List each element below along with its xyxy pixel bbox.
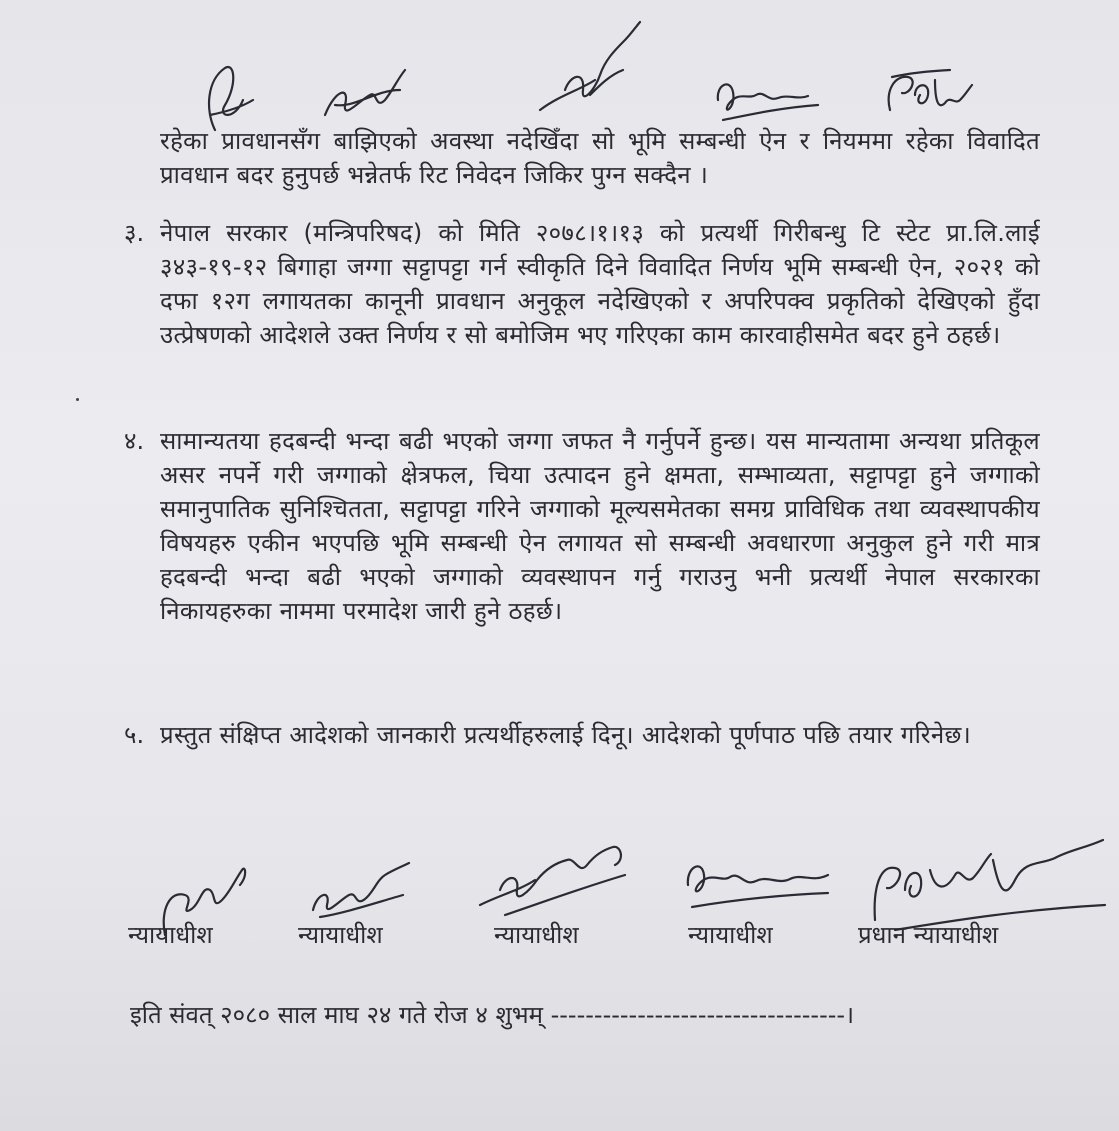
- signature-5: [880, 65, 980, 129]
- point-4-number: ४.: [124, 427, 145, 455]
- continuation-paragraph: रहेका प्रावधानसँग बाझिएको अवस्था नदेखिँदा सो भूमि सम्बन्धी ऐन र नियममा रहेका विवादित प्रावधान बदर हुनुपर्छ भन्नेतर्फ रिट निवेदन जिकिर पुग्न सक्दैन ।: [160, 127, 1040, 189]
- point-4-text: सामान्यतया हदबन्दी भन्दा बढी भएको जग्गा जफत नै गर्नुपर्ने हुन्छ। यस मान्यतामा अन्यथा प्रतिकूल असर नपर्ने गरी जग्गाको क्षेत्रफल, चिया उत्पादन हुने क्षमता, सम्भाव्यता, सट्टापट्टा हुने जग्गाको समानुपातिक सुनिश्चितता, सट्टापट्टा गरिने जग्गाको मूल्यसमेतका समग्र प्राविधिक तथा व्यवस्थापकीय विषयहरु एकीन भएपछि भूमि सम्बन्धी ऐन लगायत सो सम्बन्धी अवधारणा अनुकुल हुने गरी मात्र हदबन्दी भन्दा बढी भएको जग्गाको व्यवस्थापन गर्नु गराउनु भनी प्रत्यर्थी नेपाल सरकारका निकायहरुका नाममा परमादेश जारी हुने ठहर्छ।: [160, 427, 1040, 625]
- point-3-number: ३.: [124, 219, 145, 247]
- justice-signature-4: [678, 845, 838, 929]
- stray-dot: [76, 398, 79, 401]
- signatory-title-1: न्यायाधीश: [128, 921, 213, 949]
- signature-3: [535, 20, 645, 134]
- signatory-title-5: प्रधान न्यायाधीश: [858, 921, 999, 949]
- signature-2: [315, 60, 415, 134]
- signatory-title-2: न्यायाधीश: [298, 921, 383, 949]
- point-5-text: प्रस्तुत संक्षिप्त आदेशको जानकारी प्रत्यर्थीहरुलाई दिनू। आदेशको पूर्णपाठ पछि तयार गरिनेछ।: [160, 721, 972, 749]
- signatory-title-3: न्यायाधीश: [494, 921, 579, 949]
- closing-line: इति संवत् २०८० साल माघ २४ गते रोज ४ शुभम् ----------------------------------।: [130, 1001, 855, 1029]
- point-3-text: नेपाल सरकार (मन्त्रिपरिषद) को मिति २०७८।१।१३ को प्रत्यर्थी गिरीबन्धु टि स्टेट प्रा.लि.लाई ३४३-१९-१२ बिगाहा जग्गा सट्टापट्टा गर्न स्वीकृति दिने विवादित निर्णय भूमि सम्बन्धी ऐन, २०२१ को दफा १२ग लगायतका कानूनी प्रावधान अनुकूल नदेखिएको र अपरिपक्व प्रकृतिको देखिएको हुँदा उत्प्रेषणको आदेशले उक्त निर्णय र सो बमोजिम भए गरिएका काम कारवाहीसमेत बदर हुने ठहर्छ।: [160, 219, 1040, 349]
- signatory-title-4: न्यायाधीश: [688, 921, 773, 949]
- top-signature-row: [0, 0, 1119, 135]
- point-5-number: ५.: [124, 721, 145, 749]
